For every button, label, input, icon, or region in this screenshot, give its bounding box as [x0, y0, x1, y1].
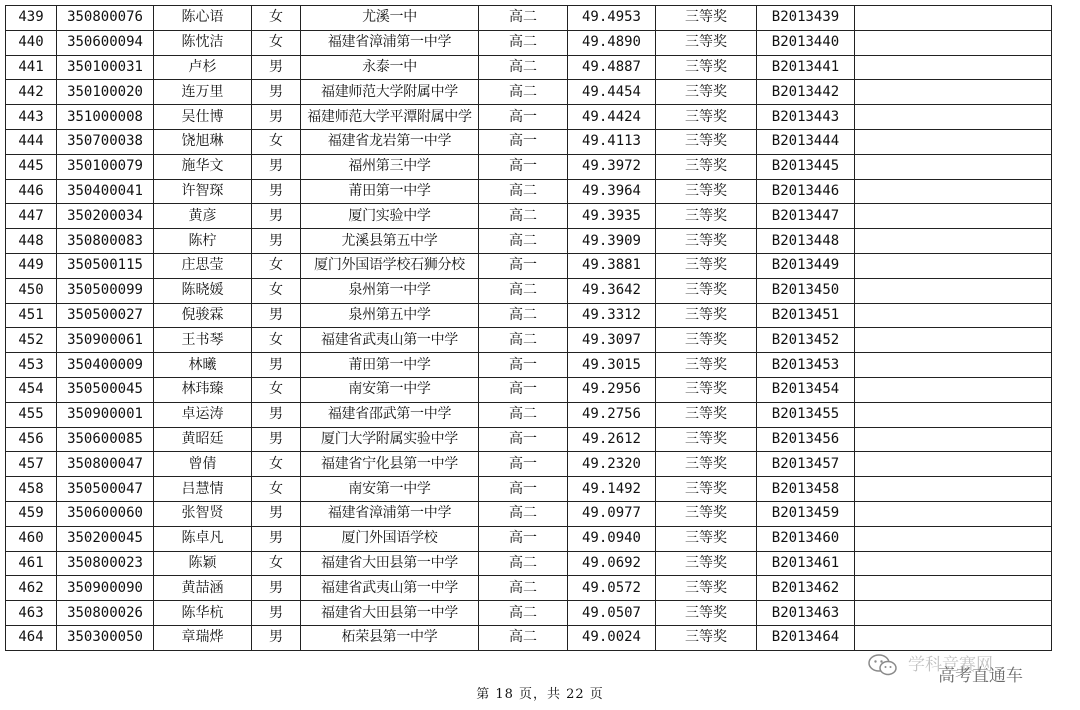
cell-grade: 高一 [479, 377, 568, 402]
cell-sex: 男 [252, 526, 301, 551]
cell-grade: 高一 [479, 452, 568, 477]
cell-sex: 男 [252, 303, 301, 328]
cell-cert: B2013441 [757, 55, 855, 80]
cell-score: 49.0572 [568, 576, 656, 601]
cell-sex: 女 [252, 328, 301, 353]
cell-score: 49.0507 [568, 601, 656, 626]
cell-award: 三等奖 [656, 6, 757, 31]
cell-sex: 男 [252, 576, 301, 601]
table-row [6, 377, 1052, 402]
cell-grade: 高一 [479, 253, 568, 278]
cell-cert: B2013463 [757, 601, 855, 626]
cell-cert: B2013457 [757, 452, 855, 477]
cell-award: 三等奖 [656, 501, 757, 526]
cell-grade: 高一 [479, 427, 568, 452]
table-row [6, 353, 1052, 378]
cell-grade: 高二 [479, 278, 568, 303]
cell-no: 441 [6, 55, 57, 80]
cell-id: 350400041 [57, 179, 154, 204]
watermark-main-text: 高考直通车 [938, 666, 1023, 686]
table-row [6, 625, 1052, 650]
table-row [6, 303, 1052, 328]
cell-blank [855, 551, 1052, 576]
cell-id: 350100079 [57, 154, 154, 179]
cell-name: 陈忱洁 [154, 30, 252, 55]
table-row [6, 129, 1052, 154]
cell-grade: 高二 [479, 204, 568, 229]
cell-school: 永泰一中 [301, 55, 479, 80]
cell-name: 章瑞烨 [154, 625, 252, 650]
cell-score: 49.3015 [568, 353, 656, 378]
cell-school: 福建师范大学附属中学 [301, 80, 479, 105]
cell-no: 450 [6, 278, 57, 303]
cell-id: 350700038 [57, 129, 154, 154]
cell-sex: 女 [252, 477, 301, 502]
cell-school: 福建省大田县第一中学 [301, 551, 479, 576]
cell-blank [855, 154, 1052, 179]
cell-name: 陈华杭 [154, 601, 252, 626]
cell-blank [855, 55, 1052, 80]
cell-school: 福建省漳浦第一中学 [301, 30, 479, 55]
cell-id: 350500047 [57, 477, 154, 502]
cell-no: 457 [6, 452, 57, 477]
cell-sex: 女 [252, 278, 301, 303]
cell-cert: B2013442 [757, 80, 855, 105]
cell-sex: 男 [252, 154, 301, 179]
cell-blank [855, 452, 1052, 477]
cell-score: 49.3642 [568, 278, 656, 303]
cell-name: 吕慧情 [154, 477, 252, 502]
cell-blank [855, 526, 1052, 551]
cell-sex: 男 [252, 204, 301, 229]
cell-cert: B2013444 [757, 129, 855, 154]
cell-school: 厦门大学附属实验中学 [301, 427, 479, 452]
cell-id: 350900001 [57, 402, 154, 427]
cell-cert: B2013462 [757, 576, 855, 601]
cell-name: 许智琛 [154, 179, 252, 204]
cell-blank [855, 402, 1052, 427]
cell-name: 倪骏霖 [154, 303, 252, 328]
results-table [5, 5, 1052, 651]
cell-name: 曾倩 [154, 452, 252, 477]
cell-school: 福建省宁化县第一中学 [301, 452, 479, 477]
cell-no: 460 [6, 526, 57, 551]
cell-no: 458 [6, 477, 57, 502]
table-row [6, 477, 1052, 502]
cell-grade: 高二 [479, 576, 568, 601]
cell-id: 350800023 [57, 551, 154, 576]
cell-school: 福建省邵武第一中学 [301, 402, 479, 427]
cell-cert: B2013461 [757, 551, 855, 576]
cell-award: 三等奖 [656, 204, 757, 229]
cell-blank [855, 377, 1052, 402]
cell-school: 福建省龙岩第一中学 [301, 129, 479, 154]
cell-id: 350600094 [57, 30, 154, 55]
cell-score: 49.4454 [568, 80, 656, 105]
cell-id: 350100020 [57, 80, 154, 105]
cell-school: 尤溪县第五中学 [301, 229, 479, 254]
cell-school: 莆田第一中学 [301, 353, 479, 378]
cell-grade: 高一 [479, 477, 568, 502]
cell-award: 三等奖 [656, 30, 757, 55]
cell-school: 福建省武夷山第一中学 [301, 328, 479, 353]
table-row [6, 154, 1052, 179]
cell-name: 黄喆涵 [154, 576, 252, 601]
table-row [6, 452, 1052, 477]
cell-score: 49.0940 [568, 526, 656, 551]
cell-name: 连万里 [154, 80, 252, 105]
results-table-body [6, 6, 1052, 651]
cell-blank [855, 625, 1052, 650]
cell-name: 黄彦 [154, 204, 252, 229]
cell-sex: 女 [252, 377, 301, 402]
cell-sex: 男 [252, 229, 301, 254]
cell-award: 三等奖 [656, 353, 757, 378]
results-sheet [5, 5, 1052, 651]
cell-blank [855, 204, 1052, 229]
cell-no: 464 [6, 625, 57, 650]
cell-grade: 高二 [479, 303, 568, 328]
cell-blank [855, 427, 1052, 452]
cell-cert: B2013440 [757, 30, 855, 55]
cell-award: 三等奖 [656, 179, 757, 204]
cell-score: 49.2320 [568, 452, 656, 477]
table-row [6, 204, 1052, 229]
cell-blank [855, 179, 1052, 204]
cell-blank [855, 328, 1052, 353]
cell-sex: 女 [252, 6, 301, 31]
watermark-faded-text: 学科竞赛网 [908, 655, 993, 675]
table-row [6, 551, 1052, 576]
table-row [6, 30, 1052, 55]
cell-blank [855, 576, 1052, 601]
cell-name: 陈心语 [154, 6, 252, 31]
cell-cert: B2013458 [757, 477, 855, 502]
cell-no: 454 [6, 377, 57, 402]
table-row [6, 229, 1052, 254]
cell-score: 49.2956 [568, 377, 656, 402]
cell-blank [855, 80, 1052, 105]
cell-score: 49.4424 [568, 105, 656, 130]
cell-score: 49.2756 [568, 402, 656, 427]
cell-score: 49.3909 [568, 229, 656, 254]
cell-no: 446 [6, 179, 57, 204]
cell-no: 445 [6, 154, 57, 179]
cell-school: 福建师范大学平潭附属中学 [301, 105, 479, 130]
cell-sex: 男 [252, 601, 301, 626]
cell-grade: 高二 [479, 328, 568, 353]
cell-cert: B2013451 [757, 303, 855, 328]
cell-blank [855, 129, 1052, 154]
table-row [6, 576, 1052, 601]
cell-id: 350300050 [57, 625, 154, 650]
cell-award: 三等奖 [656, 601, 757, 626]
cell-no: 448 [6, 229, 57, 254]
cell-blank [855, 229, 1052, 254]
cell-sex: 女 [252, 452, 301, 477]
cell-no: 459 [6, 501, 57, 526]
cell-name: 王书琴 [154, 328, 252, 353]
table-row [6, 105, 1052, 130]
cell-grade: 高二 [479, 55, 568, 80]
cell-school: 莆田第一中学 [301, 179, 479, 204]
cell-cert: B2013464 [757, 625, 855, 650]
cell-school: 厦门外国语学校石狮分校 [301, 253, 479, 278]
cell-grade: 高二 [479, 551, 568, 576]
cell-score: 49.3312 [568, 303, 656, 328]
cell-score: 49.3964 [568, 179, 656, 204]
cell-school: 福州第三中学 [301, 154, 479, 179]
cell-sex: 男 [252, 427, 301, 452]
cell-cert: B2013453 [757, 353, 855, 378]
cell-blank [855, 303, 1052, 328]
cell-award: 三等奖 [656, 551, 757, 576]
cell-award: 三等奖 [656, 229, 757, 254]
cell-grade: 高二 [479, 601, 568, 626]
cell-no: 439 [6, 6, 57, 31]
cell-award: 三等奖 [656, 55, 757, 80]
cell-cert: B2013452 [757, 328, 855, 353]
cell-school: 福建省大田县第一中学 [301, 601, 479, 626]
cell-cert: B2013459 [757, 501, 855, 526]
cell-cert: B2013445 [757, 154, 855, 179]
table-row [6, 80, 1052, 105]
cell-blank [855, 501, 1052, 526]
cell-sex: 男 [252, 402, 301, 427]
cell-cert: B2013450 [757, 278, 855, 303]
cell-award: 三等奖 [656, 105, 757, 130]
cell-id: 350500045 [57, 377, 154, 402]
cell-no: 456 [6, 427, 57, 452]
cell-id: 350400009 [57, 353, 154, 378]
cell-grade: 高二 [479, 179, 568, 204]
cell-no: 447 [6, 204, 57, 229]
cell-score: 49.3972 [568, 154, 656, 179]
table-row [6, 55, 1052, 80]
cell-cert: B2013456 [757, 427, 855, 452]
cell-name: 林曦 [154, 353, 252, 378]
cell-cert: B2013446 [757, 179, 855, 204]
cell-id: 351000008 [57, 105, 154, 130]
cell-award: 三等奖 [656, 402, 757, 427]
cell-grade: 高二 [479, 625, 568, 650]
cell-id: 350900061 [57, 328, 154, 353]
cell-no: 449 [6, 253, 57, 278]
cell-award: 三等奖 [656, 80, 757, 105]
cell-sex: 男 [252, 55, 301, 80]
cell-blank [855, 105, 1052, 130]
cell-score: 49.3881 [568, 253, 656, 278]
cell-blank [855, 477, 1052, 502]
cell-school: 泉州第五中学 [301, 303, 479, 328]
cell-award: 三等奖 [656, 328, 757, 353]
cell-award: 三等奖 [656, 129, 757, 154]
cell-score: 49.0977 [568, 501, 656, 526]
cell-id: 350500099 [57, 278, 154, 303]
cell-sex: 男 [252, 105, 301, 130]
page-footer: 第 18 页，共 22 页 [476, 687, 604, 702]
cell-name: 饶旭琳 [154, 129, 252, 154]
cell-school: 厦门实验中学 [301, 204, 479, 229]
cell-blank [855, 253, 1052, 278]
cell-no: 440 [6, 30, 57, 55]
cell-id: 350800026 [57, 601, 154, 626]
cell-sex: 男 [252, 179, 301, 204]
cell-name: 陈颖 [154, 551, 252, 576]
cell-blank [855, 30, 1052, 55]
cell-school: 泉州第一中学 [301, 278, 479, 303]
cell-no: 452 [6, 328, 57, 353]
cell-sex: 男 [252, 501, 301, 526]
cell-school: 福建省武夷山第一中学 [301, 576, 479, 601]
cell-award: 三等奖 [656, 303, 757, 328]
cell-blank [855, 601, 1052, 626]
cell-grade: 高一 [479, 154, 568, 179]
cell-score: 49.4890 [568, 30, 656, 55]
cell-name: 张智贤 [154, 501, 252, 526]
cell-grade: 高一 [479, 105, 568, 130]
table-row [6, 601, 1052, 626]
cell-no: 442 [6, 80, 57, 105]
cell-id: 350800083 [57, 229, 154, 254]
cell-award: 三等奖 [656, 576, 757, 601]
table-row [6, 179, 1052, 204]
cell-score: 49.4953 [568, 6, 656, 31]
cell-id: 350500115 [57, 253, 154, 278]
cell-sex: 女 [252, 30, 301, 55]
cell-award: 三等奖 [656, 427, 757, 452]
cell-score: 49.2612 [568, 427, 656, 452]
cell-school: 南安第一中学 [301, 377, 479, 402]
cell-name: 陈卓凡 [154, 526, 252, 551]
cell-name: 陈晓媛 [154, 278, 252, 303]
cell-name: 黄昭廷 [154, 427, 252, 452]
cell-school: 厦门外国语学校 [301, 526, 479, 551]
cell-award: 三等奖 [656, 625, 757, 650]
cell-cert: B2013439 [757, 6, 855, 31]
cell-id: 350500027 [57, 303, 154, 328]
cell-sex: 男 [252, 80, 301, 105]
cell-blank [855, 278, 1052, 303]
cell-name: 庄思莹 [154, 253, 252, 278]
cell-grade: 高一 [479, 526, 568, 551]
cell-cert: B2013448 [757, 229, 855, 254]
cell-no: 462 [6, 576, 57, 601]
cell-no: 444 [6, 129, 57, 154]
cell-cert: B2013454 [757, 377, 855, 402]
cell-cert: B2013447 [757, 204, 855, 229]
table-row [6, 328, 1052, 353]
cell-sex: 女 [252, 129, 301, 154]
cell-id: 350900090 [57, 576, 154, 601]
cell-score: 49.0024 [568, 625, 656, 650]
cell-grade: 高二 [479, 229, 568, 254]
cell-award: 三等奖 [656, 154, 757, 179]
table-row [6, 278, 1052, 303]
cell-grade: 高二 [479, 402, 568, 427]
table-row [6, 253, 1052, 278]
cell-no: 453 [6, 353, 57, 378]
cell-sex: 男 [252, 353, 301, 378]
cell-cert: B2013449 [757, 253, 855, 278]
cell-id: 350800076 [57, 6, 154, 31]
cell-id: 350800047 [57, 452, 154, 477]
cell-id: 350100031 [57, 55, 154, 80]
cell-name: 卢杉 [154, 55, 252, 80]
cell-score: 49.4887 [568, 55, 656, 80]
cell-id: 350200034 [57, 204, 154, 229]
watermark [868, 650, 1068, 684]
cell-score: 49.4113 [568, 129, 656, 154]
cell-award: 三等奖 [656, 253, 757, 278]
cell-school: 柘荣县第一中学 [301, 625, 479, 650]
cell-blank [855, 353, 1052, 378]
cell-cert: B2013460 [757, 526, 855, 551]
cell-name: 陈柠 [154, 229, 252, 254]
cell-score: 49.0692 [568, 551, 656, 576]
cell-sex: 女 [252, 253, 301, 278]
cell-award: 三等奖 [656, 452, 757, 477]
cell-id: 350600060 [57, 501, 154, 526]
wechat-logo-icon [868, 654, 898, 676]
cell-no: 451 [6, 303, 57, 328]
table-row [6, 501, 1052, 526]
cell-school: 南安第一中学 [301, 477, 479, 502]
cell-no: 461 [6, 551, 57, 576]
cell-sex: 女 [252, 551, 301, 576]
cell-cert: B2013443 [757, 105, 855, 130]
cell-name: 施华文 [154, 154, 252, 179]
table-row [6, 6, 1052, 31]
cell-id: 350200045 [57, 526, 154, 551]
table-row [6, 402, 1052, 427]
cell-school: 福建省漳浦第一中学 [301, 501, 479, 526]
cell-score: 49.3097 [568, 328, 656, 353]
cell-grade: 高一 [479, 129, 568, 154]
cell-no: 455 [6, 402, 57, 427]
cell-no: 463 [6, 601, 57, 626]
cell-award: 三等奖 [656, 278, 757, 303]
cell-award: 三等奖 [656, 477, 757, 502]
cell-school: 尤溪一中 [301, 6, 479, 31]
cell-grade: 高二 [479, 501, 568, 526]
cell-grade: 高二 [479, 6, 568, 31]
cell-award: 三等奖 [656, 526, 757, 551]
cell-score: 49.1492 [568, 477, 656, 502]
cell-id: 350600085 [57, 427, 154, 452]
cell-grade: 高一 [479, 353, 568, 378]
cell-sex: 男 [252, 625, 301, 650]
cell-name: 卓运涛 [154, 402, 252, 427]
cell-grade: 高二 [479, 80, 568, 105]
cell-name: 吴仕博 [154, 105, 252, 130]
cell-score: 49.3935 [568, 204, 656, 229]
table-row [6, 427, 1052, 452]
cell-award: 三等奖 [656, 377, 757, 402]
table-row [6, 526, 1052, 551]
cell-no: 443 [6, 105, 57, 130]
cell-grade: 高二 [479, 30, 568, 55]
cell-name: 林玮臻 [154, 377, 252, 402]
cell-blank [855, 6, 1052, 31]
cell-cert: B2013455 [757, 402, 855, 427]
